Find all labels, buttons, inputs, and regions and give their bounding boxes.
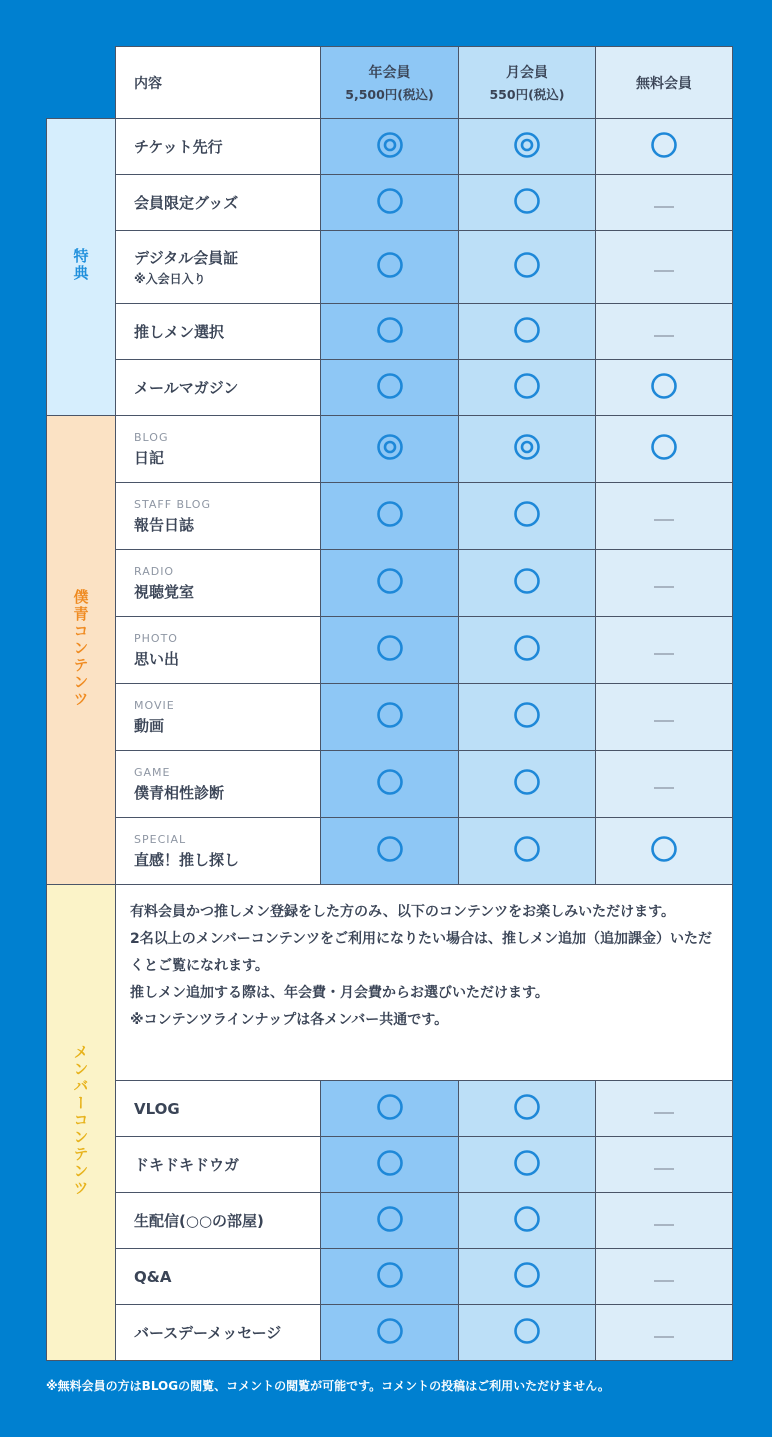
row-label-cell: [116, 483, 321, 550]
circle-icon: [513, 1093, 541, 1125]
circle-icon: [513, 701, 541, 733]
circle-icon: [376, 835, 404, 867]
free-mark-cell: [596, 1305, 733, 1361]
free-mark-cell: [596, 416, 733, 483]
table-row: [47, 119, 733, 175]
circle-icon: [650, 835, 678, 867]
row-label: 報告日誌: [134, 515, 195, 534]
header-item: 内容: [116, 47, 321, 119]
row-label-cell: [116, 304, 321, 360]
dash-icon: [654, 1100, 674, 1119]
free-mark-cell: [596, 231, 733, 304]
row-english-label: PHOTO: [134, 631, 178, 645]
double-circle-icon: [376, 131, 404, 163]
row-label: Q&A: [134, 1267, 172, 1286]
comparison-table: [46, 46, 733, 1361]
circle-icon: [376, 187, 404, 219]
free-mark-cell: [596, 1081, 733, 1137]
free-mark-cell: [596, 1137, 733, 1193]
category-boku: [47, 416, 116, 885]
dash-icon: [654, 708, 674, 727]
table-row: [47, 1193, 733, 1249]
header-free-plan: [596, 47, 733, 119]
footnote: ※無料会員の方はBLOGの閲覧、コメントの閲覧が可能です。コメントの投稿はご利用いただけません。: [46, 1379, 610, 1393]
table-row: [47, 751, 733, 818]
circle-icon: [376, 251, 404, 283]
month-mark-cell: [459, 1193, 596, 1249]
year-mark-cell: [321, 360, 459, 416]
month-plan-price: 550円(税込): [489, 87, 565, 102]
table-row: [47, 304, 733, 360]
year-plan-name: 年会員: [368, 65, 411, 81]
year-mark-cell: [321, 684, 459, 751]
month-mark-cell: [459, 818, 596, 885]
row-label: 推しメン選択: [134, 323, 225, 341]
dash-icon: [654, 641, 674, 660]
circle-icon: [513, 1261, 541, 1293]
row-label: 僕青相性診断: [134, 783, 225, 802]
year-mark-cell: [321, 818, 459, 885]
month-mark-cell: [459, 1249, 596, 1305]
dash-icon: [654, 1268, 674, 1287]
row-english-label: GAME: [134, 765, 171, 779]
header-blank: [47, 47, 116, 119]
month-mark-cell: [459, 617, 596, 684]
row-label: ドキドキドウガ: [134, 1156, 240, 1174]
year-mark-cell: [321, 119, 459, 175]
circle-icon: [650, 372, 678, 404]
row-label-cell: [116, 617, 321, 684]
row-label-cell: [116, 684, 321, 751]
free-mark-cell: [596, 175, 733, 231]
row-english-label: BLOG: [134, 430, 169, 444]
free-mark-cell: [596, 550, 733, 617]
table-row: [47, 416, 733, 483]
table-row: [47, 617, 733, 684]
row-label: VLOG: [134, 1099, 180, 1118]
dash-icon: [654, 323, 674, 342]
free-mark-cell: [596, 751, 733, 818]
circle-icon: [376, 1261, 404, 1293]
row-label-cell: [116, 360, 321, 416]
free-mark-cell: [596, 1249, 733, 1305]
row-label-cell: [116, 175, 321, 231]
member-info-text: [116, 885, 733, 1081]
category-member: [47, 885, 116, 1361]
info-paragraph: 有料会員かつ推しメン登録をした方のみ、以下のコンテンツをお楽しみいただけます。: [130, 904, 676, 920]
row-note: ※入会日入り: [134, 272, 206, 286]
row-label-cell: [116, 1137, 321, 1193]
circle-icon: [513, 1149, 541, 1181]
row-english-label: MOVIE: [134, 698, 175, 712]
row-label: バースデーメッセージ: [134, 1324, 282, 1342]
year-mark-cell: [321, 483, 459, 550]
category-label: 僕青コンテンツ: [71, 588, 90, 708]
row-label: チケット先行: [134, 138, 223, 156]
free-mark-cell: [596, 1193, 733, 1249]
row-label: デジタル会員証: [134, 249, 239, 267]
free-mark-cell: [596, 119, 733, 175]
year-mark-cell: [321, 416, 459, 483]
circle-icon: [376, 768, 404, 800]
row-label: 思い出: [134, 649, 180, 668]
category-tokuten: [47, 119, 116, 416]
circle-icon: [376, 372, 404, 404]
header-month-plan: [459, 47, 596, 119]
row-label-cell: [116, 119, 321, 175]
circle-icon: [513, 251, 541, 283]
circle-icon: [376, 316, 404, 348]
circle-icon: [376, 1149, 404, 1181]
table-row: [47, 1249, 733, 1305]
row-label-cell: [116, 1081, 321, 1137]
dash-icon: [654, 1156, 674, 1175]
dash-icon: [654, 507, 674, 526]
info-paragraph: ※コンテンツラインナップは各メンバー共通です。: [130, 1012, 449, 1028]
table-row: [47, 483, 733, 550]
circle-icon: [513, 634, 541, 666]
year-mark-cell: [321, 1137, 459, 1193]
category-label: 特典: [71, 248, 90, 282]
year-plan-price: 5,500円(税込): [345, 87, 434, 102]
month-mark-cell: [459, 751, 596, 818]
circle-icon: [513, 1205, 541, 1237]
circle-icon: [513, 567, 541, 599]
table-row: [47, 1137, 733, 1193]
double-circle-icon: [513, 131, 541, 163]
year-mark-cell: [321, 1193, 459, 1249]
year-mark-cell: [321, 1081, 459, 1137]
row-label-cell: [116, 231, 321, 304]
free-mark-cell: [596, 617, 733, 684]
member-info-row: [47, 885, 733, 1081]
table-row: [47, 231, 733, 304]
free-mark-cell: [596, 483, 733, 550]
month-mark-cell: [459, 304, 596, 360]
circle-icon: [376, 701, 404, 733]
table-row: [47, 175, 733, 231]
row-english-label: RADIO: [134, 564, 175, 578]
year-mark-cell: [321, 231, 459, 304]
dash-icon: [654, 1324, 674, 1343]
circle-icon: [513, 1317, 541, 1349]
row-label: 視聴覚室: [134, 582, 195, 601]
circle-icon: [650, 131, 678, 163]
table-row: [47, 684, 733, 751]
circle-icon: [376, 500, 404, 532]
row-label: 生配信(○○の部屋): [134, 1212, 264, 1230]
category-label: メンバーコンテンツ: [71, 1044, 90, 1197]
month-mark-cell: [459, 1305, 596, 1361]
month-mark-cell: [459, 119, 596, 175]
row-label: 日記: [134, 448, 165, 467]
row-label: 会員限定グッズ: [134, 194, 239, 212]
year-mark-cell: [321, 751, 459, 818]
row-label-cell: [116, 416, 321, 483]
month-mark-cell: [459, 550, 596, 617]
double-circle-icon: [376, 433, 404, 465]
dash-icon: [654, 258, 674, 277]
dash-icon: [654, 1212, 674, 1231]
circle-icon: [376, 634, 404, 666]
circle-icon: [650, 433, 678, 465]
year-mark-cell: [321, 304, 459, 360]
row-label-cell: [116, 818, 321, 885]
table-row: [47, 818, 733, 885]
circle-icon: [513, 835, 541, 867]
row-label-cell: [116, 1305, 321, 1361]
header-row: [47, 47, 733, 119]
membership-comparison: [46, 46, 732, 1361]
row-english-label: STAFF BLOG: [134, 497, 211, 511]
double-circle-icon: [513, 433, 541, 465]
free-mark-cell: [596, 684, 733, 751]
info-paragraph: 2名以上のメンバーコンテンツをご利用になりたい場合は、推しメン追加（追加課金）いただくとご覧になれます。: [130, 931, 713, 974]
circle-icon: [513, 768, 541, 800]
row-label: メールマガジン: [134, 379, 239, 397]
month-mark-cell: [459, 416, 596, 483]
circle-icon: [513, 316, 541, 348]
row-label-cell: [116, 1249, 321, 1305]
free-plan-name: 無料会員: [636, 75, 692, 92]
dash-icon: [654, 775, 674, 794]
year-mark-cell: [321, 617, 459, 684]
dash-icon: [654, 574, 674, 593]
row-label: 直感！推し探し: [134, 850, 240, 869]
circle-icon: [513, 372, 541, 404]
row-label-cell: [116, 550, 321, 617]
circle-icon: [376, 1317, 404, 1349]
table-row: [47, 1081, 733, 1137]
month-mark-cell: [459, 231, 596, 304]
free-mark-cell: [596, 360, 733, 416]
circle-icon: [376, 1093, 404, 1125]
year-mark-cell: [321, 1305, 459, 1361]
header-year-plan: [321, 47, 459, 119]
table-row: [47, 1305, 733, 1361]
dash-icon: [654, 194, 674, 213]
row-english-label: SPECIAL: [134, 832, 187, 846]
month-mark-cell: [459, 483, 596, 550]
table-row: [47, 360, 733, 416]
month-plan-name: 月会員: [506, 65, 548, 81]
month-mark-cell: [459, 360, 596, 416]
circle-icon: [513, 187, 541, 219]
month-mark-cell: [459, 175, 596, 231]
year-mark-cell: [321, 1249, 459, 1305]
month-mark-cell: [459, 1081, 596, 1137]
month-mark-cell: [459, 684, 596, 751]
row-label-cell: [116, 1193, 321, 1249]
year-mark-cell: [321, 175, 459, 231]
circle-icon: [376, 1205, 404, 1237]
circle-icon: [376, 567, 404, 599]
free-mark-cell: [596, 304, 733, 360]
month-mark-cell: [459, 1137, 596, 1193]
circle-icon: [513, 500, 541, 532]
table-row: [47, 550, 733, 617]
year-mark-cell: [321, 550, 459, 617]
free-mark-cell: [596, 818, 733, 885]
row-label-cell: [116, 751, 321, 818]
info-paragraph: 推しメン追加する際は、年会費・月会費からお選びいただけます。: [130, 985, 549, 1001]
row-label: 動画: [134, 716, 165, 735]
